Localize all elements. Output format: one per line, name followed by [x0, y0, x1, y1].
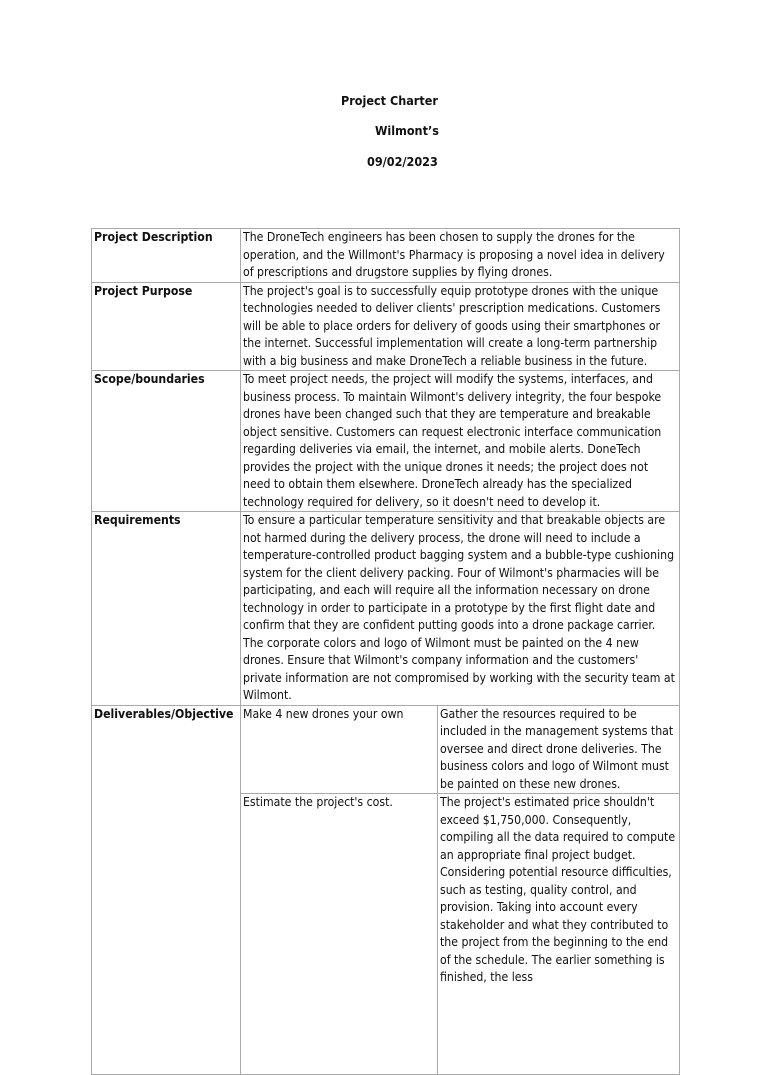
project-purpose-text: The project's goal is to successfully equip prototype drones with the unique technologies needed to deliver clients' prescription medications. Customers will be able to place orders for delivery of goods using their smartphones or the internet. Successful implementation will create a long-term partnership with a big business and make DroneTech a reliable business in the future.	[241, 282, 680, 371]
requirements-paragraph-1: To ensure a particular temperature sensitivity and that breakable objects are not harmed during the delivery process, the drone will need to include a temperature-controlled product bagging system and a bubble-type cushioning system for the client delivery packing. Four of Wilmont's pharmacies will be participating, and each will require all the information necessary on drone technology in order to participate in a prototype by the first flight date and confirm that they are confident putting goods into a drone package carrier.	[243, 513, 675, 632]
row-label-requirements: Requirements	[92, 512, 241, 706]
table-row	[92, 371, 680, 512]
document-title: Project Charter	[341, 93, 438, 108]
table-row	[92, 512, 680, 706]
company-name: Wilmont’s	[375, 123, 439, 138]
deliverable-objective: Make 4 new drones your own	[241, 705, 438, 794]
deliverable-detail: Gather the resources required to be included in the management systems that oversee and direct drone deliveries. The business colors and logo of Wilmont must be painted on these new drones.	[438, 705, 680, 794]
requirements-paragraph-2: The corporate colors and logo of Wilmont must be painted on the 4 new drones. Ensure that Wilmont's company information and the customers' private information are not compromised by working with the security team at Wilmont.	[243, 635, 675, 702]
row-label-project-description: Project Description	[92, 229, 241, 283]
table-row	[92, 282, 680, 371]
requirements-cell	[241, 512, 680, 706]
row-label-scope: Scope/boundaries	[92, 371, 241, 512]
document-date: 09/02/2023	[367, 154, 438, 169]
project-charter-table	[91, 228, 680, 1075]
row-label-deliverables: Deliverables/Objective	[92, 705, 241, 1075]
scope-text: To meet project needs, the project will modify the systems, interfaces, and business process. To maintain Wilmont's delivery integrity, the four bespoke drones have been changed such that they are temperature and breakable object sensitive. Customers can request electronic interface communication regarding deliveries via email, the internet, and mobile alerts. DoneTech provides the project with the unique drones it needs; the project does not need to obtain them elsewhere. DroneTech already has the specialized technology required for delivery, so it doesn't need to develop it.	[241, 371, 680, 512]
deliverable-objective: Estimate the project's cost.	[241, 794, 438, 1075]
project-description-text: The DroneTech engineers has been chosen to supply the drones for the operation, and the Willmont's Pharmacy is proposing a novel idea in delivery of prescriptions and drugstore supplies by flying drones.	[241, 229, 680, 283]
table-row	[92, 229, 680, 283]
row-label-project-purpose: Project Purpose	[92, 282, 241, 371]
table-row	[92, 705, 680, 794]
deliverable-detail: The project's estimated price shouldn't exceed $1,750,000. Consequently, compiling all the data required to compute an appropriate final project budget. Considering potential resource difficulties, such as testing, quality control, and provision. Taking into account every stakeholder and what they contributed to the project from the beginning to the end of the schedule. The earlier something is finished, the less	[438, 794, 680, 1075]
